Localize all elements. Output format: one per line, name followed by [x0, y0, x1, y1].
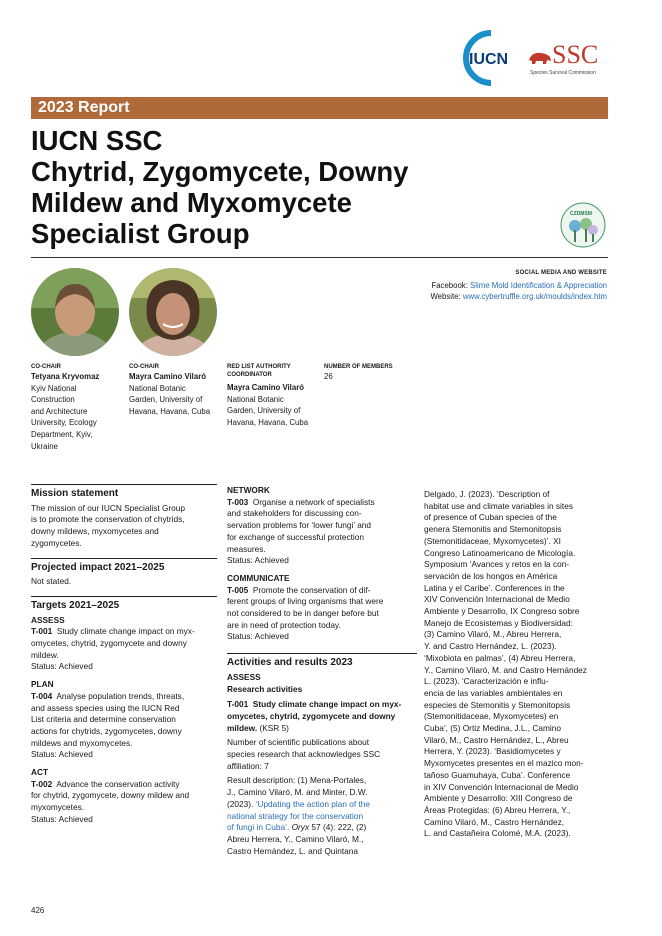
body-text-line: Congreso Latinoamericano de Micología.	[424, 547, 576, 558]
act-heading: ACT	[31, 767, 49, 778]
body-text-line: ‘Mixobiota en palmas’, (4) Abreu Herrera,	[424, 652, 576, 663]
red-list-coordinator-block: RED LIST AUTHORITY COORDINATOR Mayra Camino Vilaró National Botanic Garden, University of Havana, Havana, Cuba	[227, 363, 322, 428]
website-line: Website: www.cybertruffle.org.uk/moulds/index.htm	[430, 292, 607, 302]
mission-heading: Mission statement	[31, 484, 217, 500]
website-link[interactable]: www.cybertruffle.org.uk/moulds/index.htm	[462, 292, 607, 302]
members-count-block	[324, 363, 419, 383]
impact-heading: Projected impact 2021–2025	[31, 558, 217, 574]
title-line: Mildew and Myxomycete	[31, 187, 352, 218]
iucn-logo-text: IUCN	[469, 51, 509, 68]
body-text-line: servación de los hongos en América	[424, 570, 558, 581]
ksr-label: (KSR 5)	[259, 722, 289, 733]
assess-heading: ASSESS	[31, 614, 65, 625]
body-text-line: L. and Castañeira Colomé, M.A. (2023).	[424, 828, 571, 839]
target-code: T-005	[227, 584, 249, 595]
body-text-line: Ambiente y Desarrollo: XIII Congreso de	[424, 793, 573, 804]
body-text-line: Áreas Protegidas: (6) Abreu Herrera, Y.,	[424, 804, 571, 815]
co-chair-block-2: CO-CHAIR Mayra Camino Vilaró National Botanic Garden, University of Havana, Havana, Cuba	[129, 363, 224, 417]
target-code: T-001	[227, 699, 249, 710]
title-line: Chytrid, Zygomycete, Downy	[31, 156, 409, 187]
role-label: CO-CHAIR	[129, 364, 159, 370]
plan-heading: PLAN	[31, 679, 54, 690]
rhino-icon	[528, 46, 552, 66]
publication-link[interactable]: ‘Updating the action plan of the	[255, 798, 371, 809]
body-text-line: genera Stemonitis and Stemonitopsis	[424, 524, 562, 535]
body-text-line: Ambiente y Desarrollo, IX Congreso sobre	[424, 606, 580, 617]
page-title	[31, 125, 451, 249]
title-line: IUCN SSC	[31, 125, 163, 156]
body-text-line: Vilaró, M., Castro Hernández, L., Abreu	[424, 734, 569, 745]
body-text-line: Myxomycetes presentes en el mazico mon-	[424, 758, 584, 769]
page-number: 426	[31, 906, 45, 915]
body-text-line: (Stemonitidaceae, Myxomycetes) en	[424, 711, 559, 722]
network-heading: NETWORK	[227, 485, 270, 495]
body-text-line: Y. and Castro Hernández, L. (2023).	[424, 641, 557, 652]
body-text-line: encia de las variables ambientales en	[424, 687, 563, 698]
body-text-line: Delgado, J. (2023). ‘Description of	[424, 489, 550, 499]
target-status: Status: Achieved	[31, 661, 93, 672]
targets-heading: Targets 2021–2025	[31, 596, 217, 612]
communicate-heading: COMMUNICATE	[227, 572, 290, 583]
role-label: RED LIST AUTHORITY	[227, 364, 291, 370]
column-2: NETWORK T-003 Organise a network of specialists and stakeholders for discussing con- servation problems for ‘lower fungi’ and for exchange of successful protection measures. Status: Achieved COMMUNICATE T-005 Promote the conservation of dif- ferent groups of living organisms that were not considered to be in danger before but are in need of protection today. Status: Achieved Activities and results 2023 ASSESS Research activities T-001 Study climate change impact on myx- omycetes, chytrid, zygomycete and downy mildew. (KSR 5) Number of scientific publications about species research that acknowledges SSC affiliation: 7 Result description: (1) Mena-Portales, J., Camino Vilaró, M. and Minter, D.W. (2023). ‘Updating the action plan of the national strategy for the conservation of fungi in Cuba’. Oryx 57 (4): 222, (2) Abreu Herrera, Y., Camino Vilaró, M., Castro Hernández, L. and Quintana	[227, 485, 417, 857]
title-line: Specialist Group	[31, 218, 250, 249]
target-status: Status: Achieved	[227, 555, 289, 566]
body-text-line: Symposium ‘Avances y retos en la con-	[424, 559, 570, 570]
body-text-line: (3) Camino Vilaró, M., Abreu Herrera,	[424, 629, 562, 640]
role-label: NUMBER OF MEMBERS	[324, 364, 393, 370]
report-year-label: 2023 Report	[38, 99, 130, 116]
ssc-logo-subtitle: Species Survival Commission	[530, 70, 596, 76]
body-text-line: Manejo de Ecosistemas y Biodiversidad:	[424, 617, 573, 628]
group-logo-text: CZDMSM	[570, 211, 592, 217]
ssc-logo	[528, 40, 610, 80]
body-text-line: tañoso Guamuhaya, Cuba’. Conference	[424, 769, 571, 780]
body-text-line: XIV Convención Internacional de Medio	[424, 594, 570, 605]
social-media-block	[430, 268, 607, 303]
ssc-logo-text: SSC	[552, 40, 599, 69]
report-banner	[31, 97, 608, 119]
iucn-logo	[460, 30, 522, 86]
column-1: Mission statement The mission of our IUCN Specialist Group is to promote the conservation of chytrids, downy mildews, myxomycetes and zygomycetes. Projected impact 2021–2025 Not stated. Targets 2021–2025 ASSESS T-001 Study climate change impact on myx- omycetes, chytrid, zygomycete and downy mildew. Status: Achieved PLAN T-004 Analyse population trends, threats, and assess species using the IUCN Red List criteria and determine conservation actions for chytrids, zygomycetes, downy mildews and myxomycetes. Status: Achieved ACT T-002 Advance the conservation activity for chytrid, zygomycete, downy mildew and myxomycetes. Status: Achieved	[31, 478, 217, 826]
target-code: T-003	[227, 496, 249, 507]
header-divider	[31, 257, 608, 258]
column-3	[424, 489, 612, 840]
members-count: 26	[324, 372, 333, 381]
role-label: COORDINATOR	[227, 372, 272, 378]
activities-heading: Activities and results 2023	[227, 653, 417, 669]
target-code: T-004	[31, 690, 53, 701]
body-text-line: Latina y el Caribe’. Conferences in the	[424, 582, 565, 593]
role-label: CO-CHAIR	[31, 364, 61, 370]
body-text-line: Herrera, Y. (2023). ‘Basidiomycetes y	[424, 746, 561, 757]
target-status: Status: Achieved	[227, 631, 289, 642]
facebook-link[interactable]: Slime Mold Identification & Appreciation	[470, 280, 607, 290]
body-text-line: in XIV Convención Internacional de Medio	[424, 781, 579, 792]
journal-name: Oryx	[291, 822, 310, 833]
co-chair-photo-camino	[129, 268, 217, 356]
body-text-line: Y., Camino Vilaró, M. and Castro Hernández	[424, 664, 587, 675]
person-name: Mayra Camino Vilaró	[129, 372, 206, 381]
target-status: Status: Achieved	[31, 749, 93, 760]
person-name: Mayra Camino Vilaró	[227, 383, 304, 392]
group-logo	[560, 202, 606, 248]
research-heading: Research activities	[227, 683, 303, 694]
body-text-line: (Stemonitidaceae, Myxomycetes)’. XI	[424, 535, 561, 546]
body-text-line: L. (2023). ‘Caracterización e influ-	[424, 676, 549, 687]
co-chair-block-1: CO-CHAIR Tetyana Kryvomaz Kyiv National Construction and Architecture University, Ecology Department, Kyiv, Ukraine	[31, 363, 121, 452]
publication-link[interactable]: national strategy for the conservation	[227, 810, 364, 821]
body-text-line: especies de Stemonitis y Stemonitopsis	[424, 699, 571, 710]
facebook-line: Facebook: Slime Mold Identification & Appreciation	[431, 280, 607, 290]
impact-text: Not stated.	[31, 576, 72, 587]
body-text-line: Camino Vilaró, M., Castro Hernández,	[424, 816, 565, 827]
social-heading: SOCIAL MEDIA AND WEBSITE	[515, 270, 607, 276]
co-chair-photo-kryvomaz	[31, 268, 119, 356]
body-text-line: of presence of Cuban species of the	[424, 512, 557, 523]
person-name: Tetyana Kryvomaz	[31, 372, 100, 381]
body-text-line: habitat use and climate variables in sites	[424, 500, 573, 511]
body-text-line: Cuba’, (5) Ortiz Medina, J.L., Camino	[424, 723, 561, 734]
publication-link[interactable]: of fungi in Cuba’.	[227, 822, 290, 833]
assess-heading: ASSESS	[227, 671, 261, 682]
target-status: Status: Achieved	[31, 813, 93, 824]
target-code: T-002	[31, 778, 53, 789]
target-code: T-001	[31, 626, 53, 637]
